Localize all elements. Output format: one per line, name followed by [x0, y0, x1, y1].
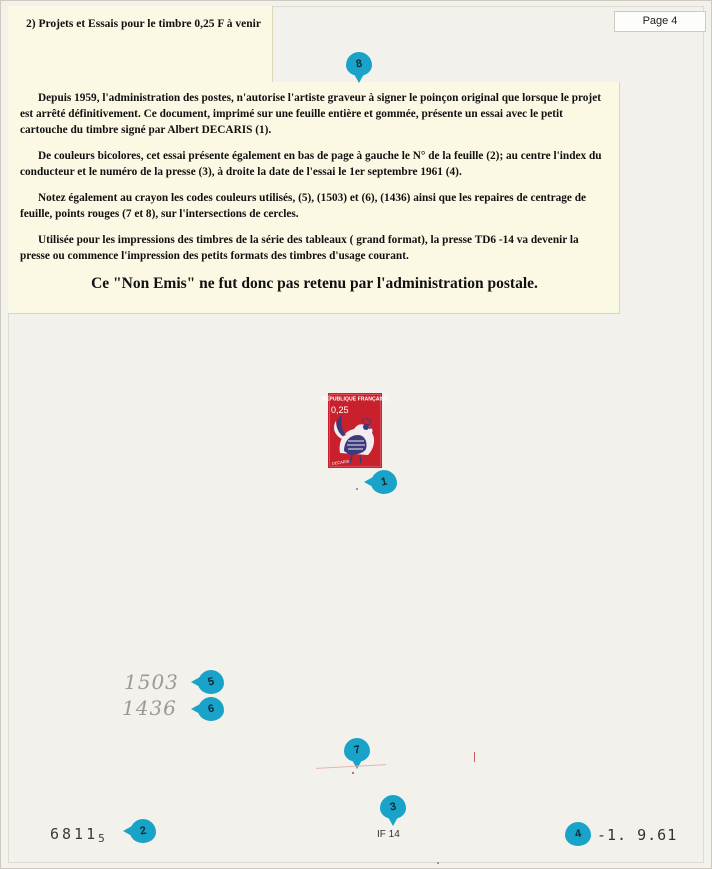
paragraph-1: Depuis 1959, l'administration des postes, n'autorise l'artiste graveur à signer le poinçon original que lorsque le projet est arrêté définitivement. Ce document, imprimé sur une feuille entière et gommée, présente un essai avec le petit cartouche du timbre signé par Albert DECARIS (1). — [20, 92, 601, 136]
marker-1 — [371, 470, 397, 494]
press-index-text: IF 14 — [377, 829, 400, 840]
red-register-tick — [474, 752, 475, 762]
marker-8-label: 8 — [354, 57, 364, 71]
paragraph-3: Notez également au crayon les codes couleurs utilisés, (5), (1503) et (6), (1436) ainsi que les repaires de centrage de feuille, points rouges (7 et 8), sur l'intersections de cercles. — [20, 192, 587, 220]
conclusion-text: Ce "Non Emis" ne fut donc pas retenu par l'administration postale. — [91, 275, 538, 292]
marker-2 — [130, 819, 156, 843]
pencil-code-1503: 1503 — [124, 670, 179, 694]
pencil-code-1436: 1436 — [122, 696, 177, 720]
marker-2-label: 2 — [138, 824, 148, 838]
marker-1-label: 1 — [379, 475, 389, 489]
print-date-text: -1. 9.61 — [597, 826, 678, 844]
marker-5-label: 5 — [206, 675, 216, 689]
marker-3 — [380, 795, 406, 819]
page-title: 2) Projets et Essais pour le timbre 0,25 F à venir — [26, 18, 261, 30]
paragraph-4: Utilisée pour les impressions des timbres de la série des tableaux ( grand format), la presse TD6 -14 va devenir la presse ou commence l'impression des petits formats des timbres d'usage courant. — [20, 234, 579, 262]
stamp-country-text: RÉPUBLIQUE FRANÇAISE — [322, 396, 388, 403]
bottom-edge-mark — [437, 862, 439, 864]
marker-5 — [198, 670, 224, 694]
stamp-essay — [322, 393, 388, 468]
sheet-number-suffix: 5 — [98, 832, 105, 845]
sheet-number — [50, 825, 105, 845]
page-number-label: Page 4 — [614, 11, 706, 32]
marker-4 — [565, 822, 591, 846]
red-centering-dot — [352, 772, 354, 774]
marker-4-label: 4 — [573, 827, 583, 841]
header-strip — [8, 6, 273, 83]
marker-8 — [346, 52, 372, 76]
marker-7 — [344, 738, 370, 762]
stamp-value-text: 0,25 — [331, 405, 349, 415]
center-point-mark — [356, 488, 358, 490]
marker-6 — [198, 697, 224, 721]
sheet-number-main: 6811 — [50, 825, 99, 843]
marker-6-label: 6 — [206, 702, 216, 716]
rooster-stamp-image — [322, 393, 388, 468]
marker-7-label: 7 — [352, 743, 362, 757]
description-note — [8, 82, 620, 314]
marker-3-label: 3 — [388, 800, 398, 814]
paragraph-2: De couleurs bicolores, cet essai présente également en bas de page à gauche le N° de la feuille (2); au centre l'index du conducteur et le numéro de la presse (3), à droite la date de l'essai le 1er septembre 1961 (4). — [20, 150, 602, 178]
stamp-signature: DECARIS — [331, 458, 350, 466]
